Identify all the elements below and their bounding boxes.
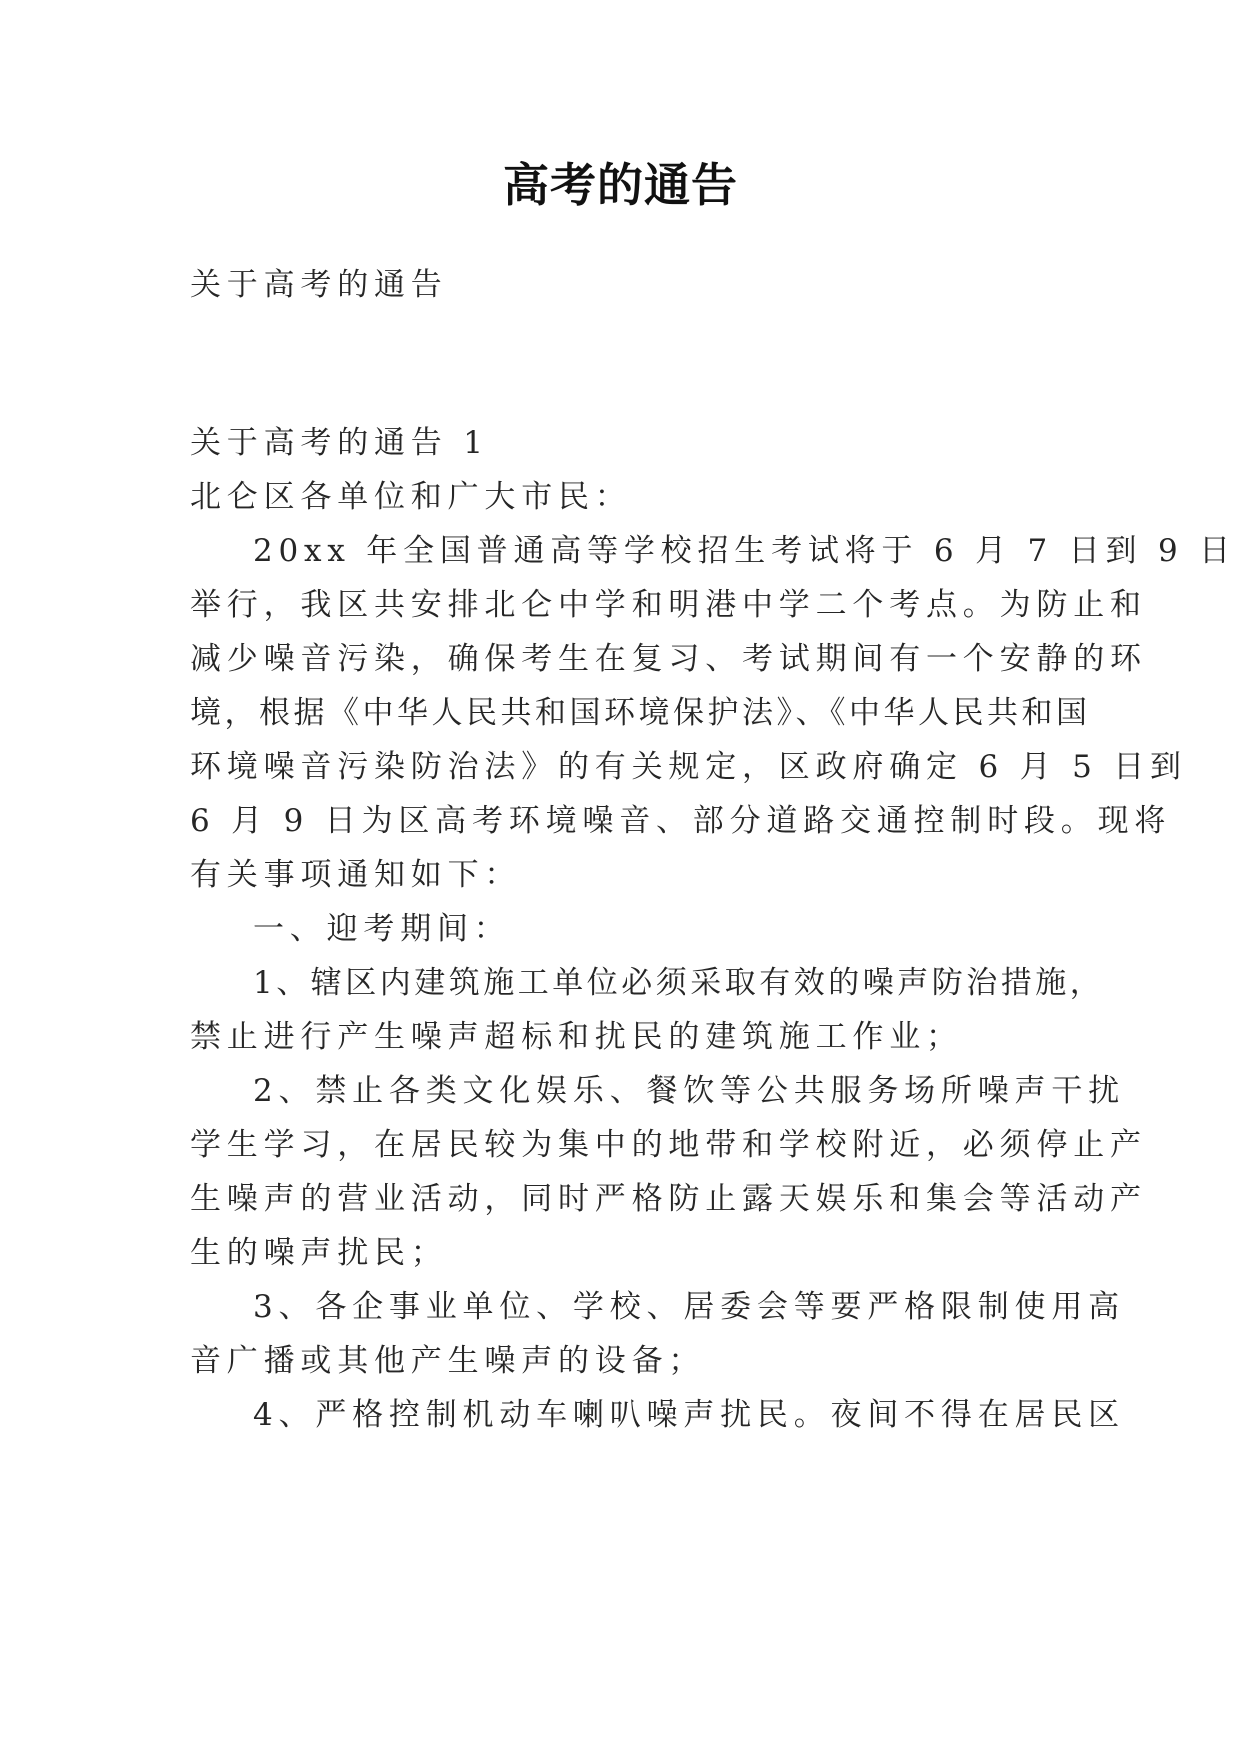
paragraph-line: 举行，我区共安排北仑中学和明港中学二个考点。为防止和: [190, 587, 1147, 623]
list-item-continuation: 生噪声的营业活动，同时严格防止露天娱乐和集会等活动产: [190, 1181, 1147, 1217]
list-item-continuation: 音广播或其他产生噪声的设备；: [190, 1343, 706, 1379]
list-item: 2、禁止各类文化娱乐、餐饮等公共服务场所噪声干扰: [253, 1073, 1125, 1109]
list-item-continuation: 学生学习，在居民较为集中的地带和学校附近，必须停止产: [190, 1127, 1147, 1163]
document-title: 高考的通告: [503, 158, 738, 212]
paragraph-line: 境，根据《中华人民共和国环境保护法》、《中华人民共和国: [190, 695, 1091, 731]
paragraph-line: 有关事项通知如下：: [190, 857, 522, 893]
list-item: 4、严格控制机动车喇叭噪声扰民。夜间不得在居民区: [253, 1397, 1125, 1433]
salutation: 北仑区各单位和广大市民：: [190, 479, 632, 515]
list-item: 3、各企事业单位、学校、居委会等要严格限制使用高: [253, 1289, 1125, 1325]
list-item: 1、辖区内建筑施工单位必须采取有效的噪声防治措施，: [253, 965, 1105, 1001]
paragraph-line: 6 月 9 日为区高考环境噪音、部分道路交通控制时段。现将: [190, 803, 1172, 839]
list-item-continuation: 生的噪声扰民；: [190, 1235, 448, 1271]
paragraph-line: 减少噪音污染，确保考生在复习、考试期间有一个安静的环: [190, 641, 1147, 677]
paragraph-line: 环境噪音污染防治法》的有关规定，区政府确定 6 月 5 日到: [190, 749, 1187, 785]
document-subtitle: 关于高考的通告: [190, 267, 448, 303]
section-heading: 关于高考的通告 1: [190, 425, 489, 461]
list-heading: 一、迎考期间：: [253, 911, 511, 947]
paragraph-line: 20xx 年全国普通高等学校招生考试将于 6 月 7 日到 9 日: [253, 533, 1236, 569]
list-item-continuation: 禁止进行产生噪声超标和扰民的建筑施工作业；: [190, 1019, 963, 1055]
